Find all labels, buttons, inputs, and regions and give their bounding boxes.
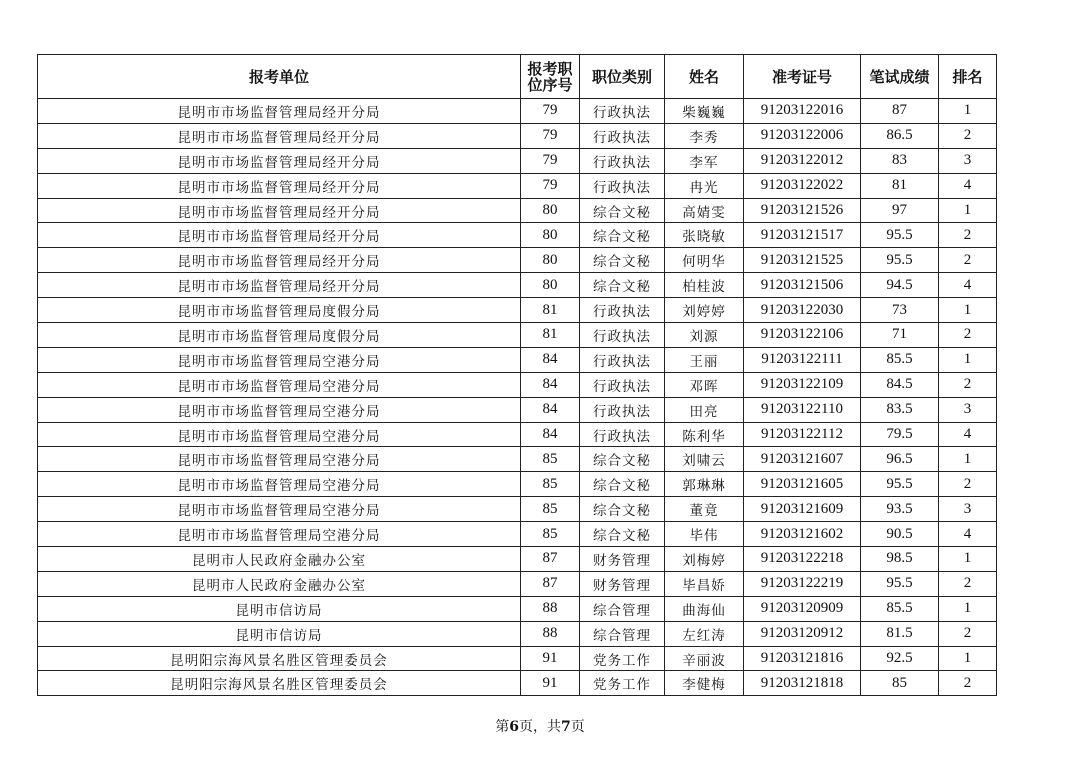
cell-name: 高婧雯 — [665, 198, 744, 223]
cell-rank: 4 — [939, 273, 997, 298]
cell-score: 97 — [861, 198, 939, 223]
cell-unit: 昆明市信访局 — [38, 621, 521, 646]
cell-rank: 1 — [939, 198, 997, 223]
cell-name: 毕昌娇 — [665, 571, 744, 596]
cell-rank: 1 — [939, 646, 997, 671]
header-category: 职位类别 — [580, 55, 665, 99]
cell-score: 85.5 — [861, 596, 939, 621]
cell-rank: 3 — [939, 148, 997, 173]
cell-position-no: 79 — [521, 99, 580, 124]
cell-rank: 2 — [939, 223, 997, 248]
table-row — [38, 497, 997, 522]
cell-score: 81 — [861, 173, 939, 198]
cell-rank: 2 — [939, 472, 997, 497]
cell-score: 81.5 — [861, 621, 939, 646]
cell-name: 何明华 — [665, 248, 744, 273]
cell-category: 行政执法 — [580, 372, 665, 397]
footer-page-number: 6 — [509, 719, 519, 735]
cell-position-no: 84 — [521, 422, 580, 447]
cell-rank: 4 — [939, 173, 997, 198]
cell-score: 84.5 — [861, 372, 939, 397]
footer-total-pages: 7 — [561, 719, 571, 735]
cell-rank: 2 — [939, 671, 997, 696]
cell-unit: 昆明市市场监督管理局经开分局 — [38, 173, 521, 198]
cell-category: 行政执法 — [580, 298, 665, 323]
header-name: 姓名 — [665, 55, 744, 99]
table-row — [38, 248, 997, 273]
cell-ticket: 91203122109 — [744, 372, 861, 397]
cell-score: 95.5 — [861, 223, 939, 248]
header-rank: 排名 — [939, 55, 997, 99]
table-row — [38, 621, 997, 646]
cell-ticket: 91203121816 — [744, 646, 861, 671]
cell-score: 94.5 — [861, 273, 939, 298]
cell-score: 96.5 — [861, 447, 939, 472]
cell-unit: 昆明市市场监督管理局经开分局 — [38, 248, 521, 273]
cell-score: 87 — [861, 99, 939, 124]
cell-ticket: 91203122112 — [744, 422, 861, 447]
cell-unit: 昆明市市场监督管理局经开分局 — [38, 123, 521, 148]
table-row — [38, 447, 997, 472]
cell-position-no: 79 — [521, 148, 580, 173]
cell-unit: 昆明市人民政府金融办公室 — [38, 571, 521, 596]
score-table — [37, 54, 997, 696]
cell-ticket: 91203121517 — [744, 223, 861, 248]
cell-position-no: 85 — [521, 497, 580, 522]
cell-category: 行政执法 — [580, 148, 665, 173]
cell-score: 83.5 — [861, 397, 939, 422]
cell-name: 郭琳琳 — [665, 472, 744, 497]
cell-position-no: 80 — [521, 248, 580, 273]
cell-category: 行政执法 — [580, 422, 665, 447]
cell-position-no: 84 — [521, 347, 580, 372]
cell-ticket: 91203120912 — [744, 621, 861, 646]
cell-rank: 1 — [939, 596, 997, 621]
cell-name: 田亮 — [665, 397, 744, 422]
cell-category: 综合文秘 — [580, 447, 665, 472]
cell-position-no: 91 — [521, 671, 580, 696]
cell-ticket: 91203122012 — [744, 148, 861, 173]
cell-rank: 1 — [939, 447, 997, 472]
cell-name: 毕伟 — [665, 522, 744, 547]
cell-unit: 昆明市市场监督管理局经开分局 — [38, 99, 521, 124]
cell-category: 财务管理 — [580, 547, 665, 572]
table-row — [38, 671, 997, 696]
cell-name: 柴巍巍 — [665, 99, 744, 124]
cell-category: 综合文秘 — [580, 522, 665, 547]
cell-ticket: 91203121506 — [744, 273, 861, 298]
table-row — [38, 198, 997, 223]
cell-name: 陈利华 — [665, 422, 744, 447]
cell-unit: 昆明阳宗海风景名胜区管理委员会 — [38, 646, 521, 671]
header-position-no: 报考职位序号 — [521, 55, 580, 99]
cell-unit: 昆明市信访局 — [38, 596, 521, 621]
cell-name: 冉光 — [665, 173, 744, 198]
cell-ticket: 91203121818 — [744, 671, 861, 696]
cell-ticket: 91203122016 — [744, 99, 861, 124]
cell-score: 79.5 — [861, 422, 939, 447]
table-row — [38, 646, 997, 671]
table-row — [38, 547, 997, 572]
cell-rank: 2 — [939, 372, 997, 397]
cell-unit: 昆明市市场监督管理局度假分局 — [38, 323, 521, 348]
table-row — [38, 571, 997, 596]
table-row — [38, 372, 997, 397]
cell-name: 柏桂波 — [665, 273, 744, 298]
cell-name: 李健梅 — [665, 671, 744, 696]
cell-unit: 昆明市市场监督管理局经开分局 — [38, 223, 521, 248]
cell-name: 李秀 — [665, 123, 744, 148]
cell-ticket: 91203121602 — [744, 522, 861, 547]
cell-unit: 昆明市市场监督管理局经开分局 — [38, 273, 521, 298]
table-row — [38, 148, 997, 173]
cell-category: 行政执法 — [580, 323, 665, 348]
cell-ticket: 91203122030 — [744, 298, 861, 323]
cell-score: 73 — [861, 298, 939, 323]
cell-unit: 昆明市人民政府金融办公室 — [38, 547, 521, 572]
cell-position-no: 80 — [521, 273, 580, 298]
header-unit: 报考单位 — [38, 55, 521, 99]
cell-score: 98.5 — [861, 547, 939, 572]
cell-name: 左红涛 — [665, 621, 744, 646]
cell-rank: 4 — [939, 522, 997, 547]
cell-position-no: 91 — [521, 646, 580, 671]
cell-rank: 3 — [939, 397, 997, 422]
table-row — [38, 273, 997, 298]
header-score: 笔试成绩 — [861, 55, 939, 99]
table-row — [38, 223, 997, 248]
cell-category: 行政执法 — [580, 123, 665, 148]
cell-ticket: 91203121525 — [744, 248, 861, 273]
cell-position-no: 85 — [521, 472, 580, 497]
cell-unit: 昆明市市场监督管理局空港分局 — [38, 472, 521, 497]
cell-name: 张晓敏 — [665, 223, 744, 248]
cell-rank: 2 — [939, 248, 997, 273]
cell-score: 86.5 — [861, 123, 939, 148]
cell-score: 90.5 — [861, 522, 939, 547]
page-footer — [0, 716, 1080, 736]
cell-rank: 1 — [939, 347, 997, 372]
cell-ticket: 91203122022 — [744, 173, 861, 198]
cell-rank: 4 — [939, 422, 997, 447]
cell-position-no: 84 — [521, 372, 580, 397]
cell-ticket: 91203122219 — [744, 571, 861, 596]
cell-category: 综合文秘 — [580, 273, 665, 298]
cell-name: 董竟 — [665, 497, 744, 522]
cell-unit: 昆明市市场监督管理局空港分局 — [38, 397, 521, 422]
cell-rank: 1 — [939, 298, 997, 323]
footer-middle: 页，共 — [519, 719, 561, 735]
cell-score: 92.5 — [861, 646, 939, 671]
cell-category: 综合文秘 — [580, 472, 665, 497]
cell-unit: 昆明市市场监督管理局空港分局 — [38, 497, 521, 522]
cell-ticket: 91203122110 — [744, 397, 861, 422]
footer-suffix: 页 — [570, 719, 585, 735]
cell-position-no: 80 — [521, 198, 580, 223]
cell-unit: 昆明市市场监督管理局空港分局 — [38, 422, 521, 447]
cell-ticket: 91203121607 — [744, 447, 861, 472]
cell-unit: 昆明市市场监督管理局经开分局 — [38, 148, 521, 173]
cell-name: 辛丽波 — [665, 646, 744, 671]
cell-category: 综合管理 — [580, 621, 665, 646]
cell-ticket: 91203122218 — [744, 547, 861, 572]
cell-rank: 1 — [939, 99, 997, 124]
cell-category: 党务工作 — [580, 646, 665, 671]
cell-rank: 2 — [939, 621, 997, 646]
table-row — [38, 99, 997, 124]
cell-position-no: 81 — [521, 323, 580, 348]
cell-position-no: 84 — [521, 397, 580, 422]
cell-category: 行政执法 — [580, 99, 665, 124]
cell-name: 刘源 — [665, 323, 744, 348]
cell-position-no: 80 — [521, 223, 580, 248]
cell-category: 行政执法 — [580, 347, 665, 372]
cell-unit: 昆明市市场监督管理局空港分局 — [38, 372, 521, 397]
cell-name: 刘婷婷 — [665, 298, 744, 323]
table-row — [38, 472, 997, 497]
cell-unit: 昆明阳宗海风景名胜区管理委员会 — [38, 671, 521, 696]
table-row — [38, 596, 997, 621]
cell-score: 83 — [861, 148, 939, 173]
cell-position-no: 85 — [521, 447, 580, 472]
cell-score: 85.5 — [861, 347, 939, 372]
cell-category: 党务工作 — [580, 671, 665, 696]
cell-name: 王丽 — [665, 347, 744, 372]
cell-category: 综合文秘 — [580, 248, 665, 273]
cell-category: 综合管理 — [580, 596, 665, 621]
table-row — [38, 397, 997, 422]
cell-name: 刘啸云 — [665, 447, 744, 472]
table-row — [38, 123, 997, 148]
table-row — [38, 298, 997, 323]
cell-score: 71 — [861, 323, 939, 348]
cell-ticket: 91203122111 — [744, 347, 861, 372]
footer-prefix: 第 — [495, 719, 510, 735]
cell-ticket: 91203120909 — [744, 596, 861, 621]
cell-ticket: 91203122006 — [744, 123, 861, 148]
table-header-row — [38, 55, 997, 99]
cell-score: 95.5 — [861, 472, 939, 497]
cell-score: 95.5 — [861, 248, 939, 273]
cell-score: 85 — [861, 671, 939, 696]
cell-ticket: 91203122106 — [744, 323, 861, 348]
cell-category: 财务管理 — [580, 571, 665, 596]
cell-rank: 2 — [939, 323, 997, 348]
cell-category: 综合文秘 — [580, 198, 665, 223]
cell-score: 95.5 — [861, 571, 939, 596]
cell-ticket: 91203121609 — [744, 497, 861, 522]
cell-position-no: 88 — [521, 596, 580, 621]
table-row — [38, 347, 997, 372]
cell-rank: 3 — [939, 497, 997, 522]
cell-unit: 昆明市市场监督管理局空港分局 — [38, 347, 521, 372]
cell-name: 刘梅婷 — [665, 547, 744, 572]
cell-ticket: 91203121605 — [744, 472, 861, 497]
cell-position-no: 79 — [521, 173, 580, 198]
cell-category: 综合文秘 — [580, 223, 665, 248]
cell-category: 行政执法 — [580, 173, 665, 198]
cell-unit: 昆明市市场监督管理局经开分局 — [38, 198, 521, 223]
cell-name: 曲海仙 — [665, 596, 744, 621]
cell-name: 邓晖 — [665, 372, 744, 397]
cell-position-no: 81 — [521, 298, 580, 323]
cell-unit: 昆明市市场监督管理局空港分局 — [38, 447, 521, 472]
cell-position-no: 87 — [521, 547, 580, 572]
header-ticket: 准考证号 — [744, 55, 861, 99]
cell-position-no: 85 — [521, 522, 580, 547]
cell-rank: 2 — [939, 571, 997, 596]
cell-score: 93.5 — [861, 497, 939, 522]
table-row — [38, 323, 997, 348]
table-row — [38, 422, 997, 447]
cell-category: 行政执法 — [580, 397, 665, 422]
cell-name: 李军 — [665, 148, 744, 173]
cell-position-no: 79 — [521, 123, 580, 148]
table-body — [38, 99, 997, 696]
cell-unit: 昆明市市场监督管理局度假分局 — [38, 298, 521, 323]
cell-rank: 2 — [939, 123, 997, 148]
table-row — [38, 522, 997, 547]
cell-position-no: 87 — [521, 571, 580, 596]
table-row — [38, 173, 997, 198]
cell-rank: 1 — [939, 547, 997, 572]
cell-category: 综合文秘 — [580, 497, 665, 522]
cell-ticket: 91203121526 — [744, 198, 861, 223]
cell-unit: 昆明市市场监督管理局空港分局 — [38, 522, 521, 547]
cell-position-no: 88 — [521, 621, 580, 646]
